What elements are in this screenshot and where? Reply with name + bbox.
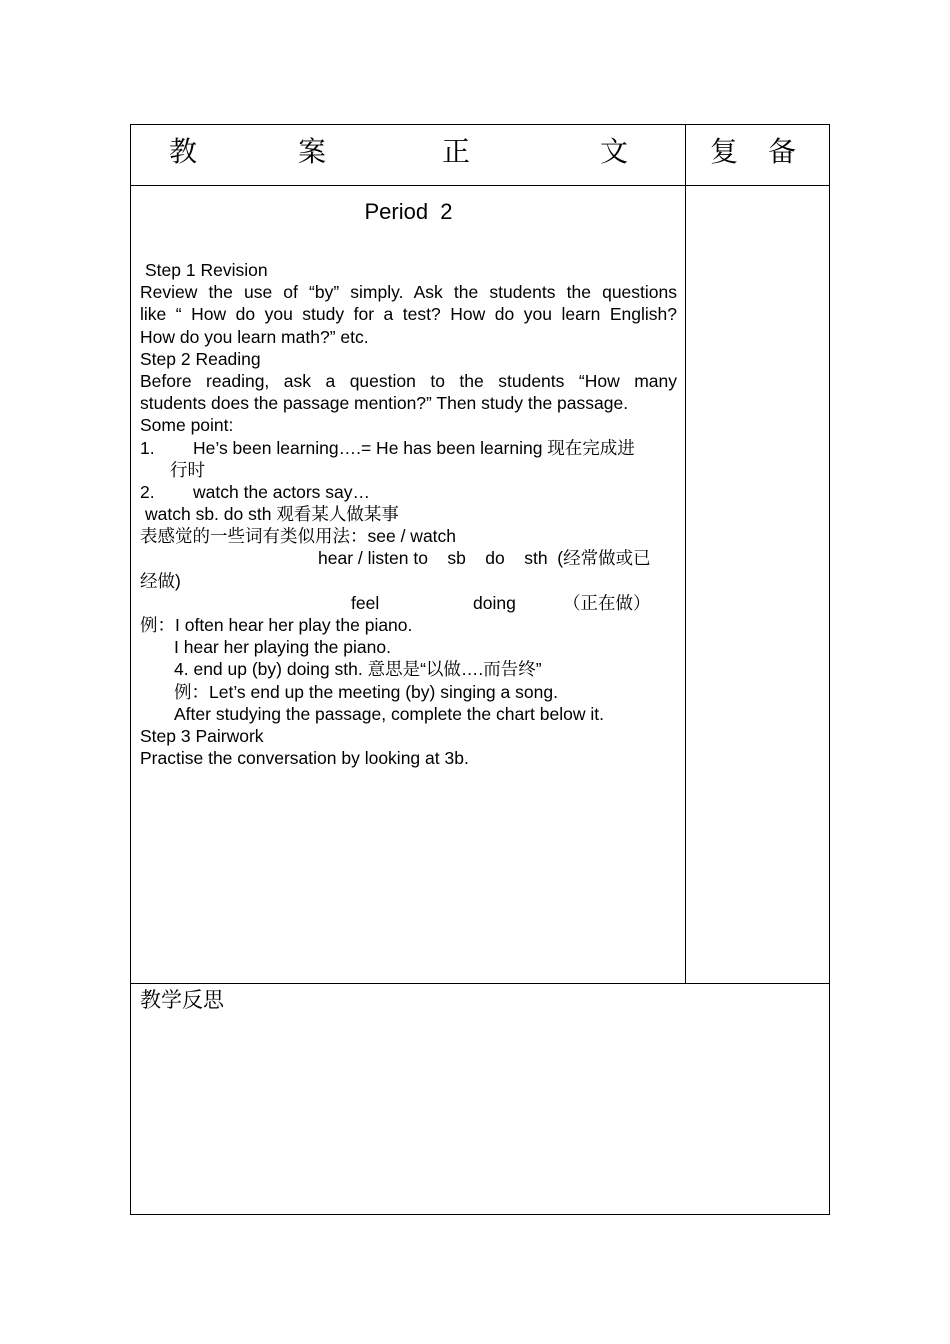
point-1-continuation: 行时: [170, 459, 205, 480]
step3-heading: Step 3 Pairwork: [140, 725, 264, 746]
step1-text-line: Review the use of “by” simply. Ask the students the questions: [140, 282, 677, 303]
doing-note: （正在做）: [563, 592, 651, 613]
watch-usage: watch sb. do sth 观看某人做某事: [145, 504, 399, 525]
step2-text-line: Before reading, ask a question to the students “How many: [140, 370, 677, 391]
after-reading-task: After studying the passage, complete the chart below it.: [174, 703, 604, 724]
feel-word: feel: [351, 592, 380, 613]
header-char: 备: [768, 135, 797, 168]
example-line: 例：Let’s end up the meeting (by) singing a song.: [174, 681, 558, 702]
reflection-divider: [131, 983, 829, 984]
hear-usage-text: hear / listen to sb do sth (经常做或已: [318, 548, 651, 569]
step1-text-line: How do you learn math?” etc.: [140, 326, 369, 347]
header-main-cell: [131, 125, 685, 185]
some-point-label: Some point:: [140, 415, 234, 436]
reflection-label: 教学反思: [140, 988, 224, 1012]
step2-text-line: students does the passage mention?” Then study the passage.: [140, 393, 629, 414]
step1-text-line: like “ How do you study for a test? How do you learn English?: [140, 304, 677, 325]
period-title: [140, 198, 677, 226]
point-text: watch the actors say…: [193, 481, 371, 502]
period-title-text: Period 2: [364, 199, 453, 224]
senses-note: 表感觉的一些词有类似用法：see / watch: [140, 526, 457, 547]
hear-usage: [140, 547, 677, 569]
example-line: 例：I often hear her play the piano.: [140, 615, 413, 635]
step1-heading: Step 1 Revision: [145, 260, 268, 280]
header-side-cell: [686, 125, 829, 185]
step2-heading: Step 2 Reading: [140, 348, 261, 369]
lesson-plan-table: [130, 124, 830, 1215]
point-4: 4. end up (by) doing sth. 意思是“以做….而告终”: [174, 659, 542, 680]
column-divider: [685, 125, 686, 983]
header-char: 正: [442, 135, 471, 168]
header-char: 文: [600, 135, 629, 168]
header-char: 复: [710, 135, 739, 168]
feel-usage: [140, 592, 677, 614]
header-char: 案: [298, 135, 327, 168]
lesson-body: [140, 259, 677, 769]
header-char: 教: [169, 135, 198, 168]
lesson-content: [140, 186, 677, 982]
step3-text: Practise the conversation by looking at 3b.: [140, 748, 469, 769]
point-number: 2.: [140, 481, 155, 502]
doing-word: doing: [473, 592, 516, 613]
point-number: 1.: [140, 437, 155, 458]
point-1: [140, 437, 677, 459]
point-text: He’s been learning….= He has been learning 现在完成进: [193, 437, 635, 458]
point-2: [140, 481, 677, 503]
example-line: I hear her playing the piano.: [174, 637, 391, 658]
hear-usage-continuation: 经做): [140, 570, 181, 591]
